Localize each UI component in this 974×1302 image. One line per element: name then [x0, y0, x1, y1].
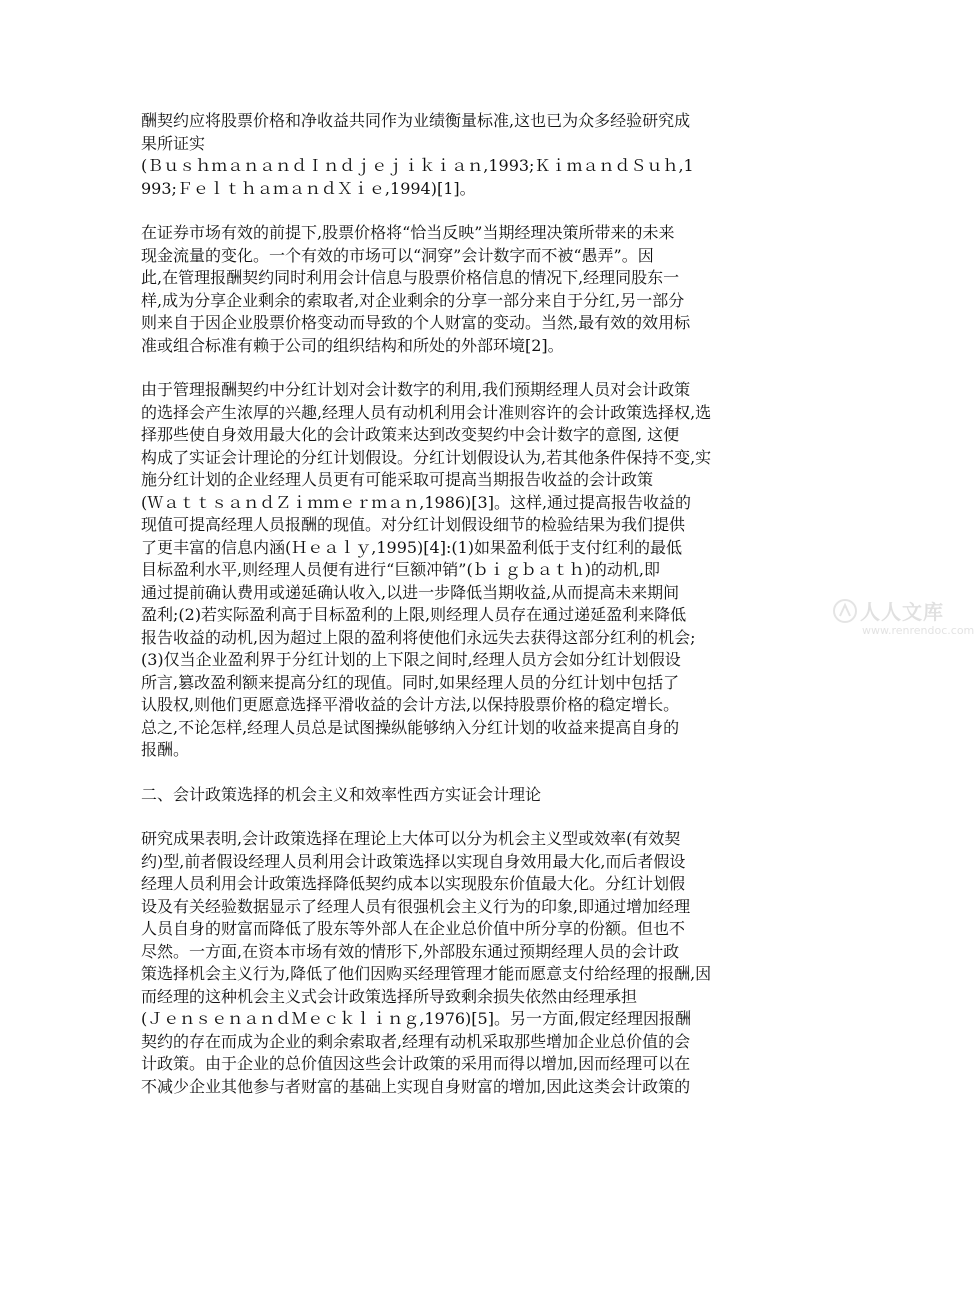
paragraph-1: 酬契约应将股票价格和净收益共同作为业绩衡量标准,这也已为众多经验研究成 果所证实 (ＢｕｓｈｍａｎａｎｄＩｎｄｊｅｊｉｋｉａｎ,1993;ＫｉｍａｎｄＳｕｈ,1 993;ＦｅｌｔｈａｍａｎｄＸｉｅ,1994)[1]。 [141, 111, 694, 198]
watermark-logo-icon [832, 598, 858, 624]
document-body [141, 110, 791, 1120]
paragraph-4: 研究成果表明,会计政策选择在理论上大体可以分为机会主义型或效率(有效契 约)型,前者假设经理人员利用会计政策选择以实现自身效用最大化,而后者假设 经理人员利用会计政策选择降低契约成本以实现股东价值最大化。分红计划假 设及有关经验数据显示了经理人员有很强机会主义行为的印象,即通过增加经理 人员自身的财富而降低了股东等外部人在企业总价值中所分享的份额。但也不 尽然。一方面,在资本市场有效的情形下,外部股东通过预期经理人员的会计政 策选择机会主义行为,降低了他们因购买经理管理才能而愿意支付给经理的报酬,因 而经理的这种机会主义式会计政策选择所导致剩余损失依然由经理承担 (ＪｅｎｓｅｎａｎｄＭｅｃｋｌｉｎｇ,1976)[5]。另一方面,假定经理因报酬 契约的存在而成为企业的剩余索取者,经理有动机采取那些增加企业总价值的会 计政策。由于企业的总价值因这些会计政策的采用而得以增加,因而经理可以在 不减少企业其他参与者财富的基础上实现自身财富的增加,因此这类会计政策的 [141, 829, 712, 1096]
paragraph-2: 在证券市场有效的前提下,股票价格将“恰当反映”当期经理决策所带来的未来 现金流量的变化。一个有效的市场可以“洞穿”会计数字而不被“愚弄”。因 此,在管理报酬契约同时利用会计信息与股票价格信息的情况下,经理同股东一 样,成为分享企业剩余的索取者,对企业剩余的分享一部分来自于分红,另一部分 则来自于因企业股票价格变动而导致的个人财富的变动。当然,最有效的效用标 准或组合标准有赖于公司的组织结构和所处的外部环境[2]。 [141, 223, 691, 355]
watermark-title: 人人文库 [860, 600, 944, 624]
section-heading: 二、会计政策选择的机会主义和效率性西方实证会计理论 [141, 784, 542, 804]
watermark-subtitle: www.renrendoc.com [862, 624, 974, 637]
paragraph-3: 由于管理报酬契约中分红计划对会计数字的利用,我们预期经理人员对会计政策 的选择会产生浓厚的兴趣,经理人员有动机利用会计准则容许的会计政策选择权,选 择那些使自身效用最大化的会计政策来达到改变契约中会计数字的意图, 这便 构成了实证会计理论的分红计划假设。分红计划假设认为,若其他条件保持不变,实 施分红计划的企业经理人员更有可能采取可提高当期报告收益的会计政策 (ＷａｔｔｓａｎｄＺｉｍｍｅｒｍａｎ,1986)[3]。这样,通过提高报告收益的 现值可提高经理人员报酬的现值。对分红计划假设细节的检验结果为我们提供 了更丰富的信息内涵(Ｈｅａｌｙ,1995)[4]:(1)如果盈利低于支付红利的最低 目标盈利水平,则经理人员便有进行“巨额冲销”(ｂｉｇｂａｔｈ)的动机,即 通过提前确认费用或递延确认收入,以进一步降低当期收益,从而提高未来期间 盈利;(2)若实际盈利高于目标盈利的上限,则经理人员存在通过递延盈利来降低 报告收益的动机,因为超过上限的盈利将使他们永远失去获得这部分红利的机会; (3)仅当企业盈利界于分红计划的上下限之间时,经理人员方会如分红计划假设 所言,篡改盈利额来提高分红的现值。同时,如果经理人员的分红计划中包括了 认股权,则他们更愿意选择平滑收益的会计方法,以保持股票价格的稳定增长。 总之,不论怎样,经理人员总是试图操纵能够纳入分红计划的收益来提高自身的 报酬。 [141, 380, 712, 759]
watermark [832, 596, 974, 656]
